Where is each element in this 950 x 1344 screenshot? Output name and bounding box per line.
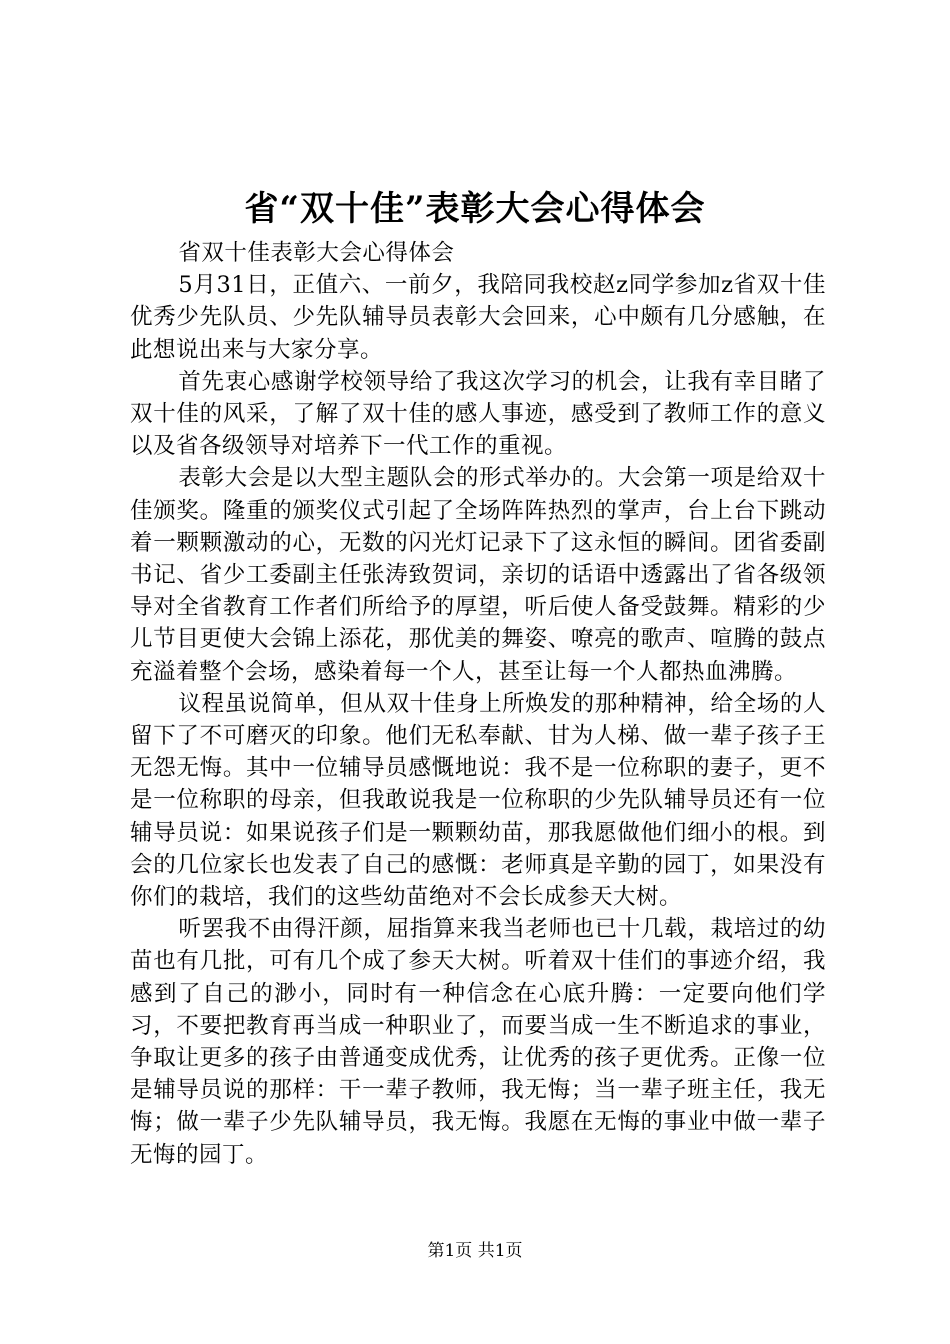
document-title: 省“双十佳”表彰大会心得体会	[244, 189, 706, 229]
page-footer: 第1页 共1页	[427, 1241, 523, 1261]
paragraph: 5月31日，正值六、一前夕，我陪同我校赵z同学参加z省双十佳优秀少先队员、少先队辅导员表彰大会回来，心中颇有几分感触，在此想说出来与大家分享。	[130, 272, 826, 363]
paragraph: 听罢我不由得汗颜，屈指算来我当老师也已十几载，栽培过的幼苗也有几批，可有几个成了参天大树。听着双十佳们的事迹介绍，我感到了自己的渺小，同时有一种信念在心底升腾：一定要向他们学习，不要把教育再当成一种职业了，而要当成一生不断追求的事业，争取让更多的孩子由普通变成优秀，让优秀的孩子更优秀。正像一位是辅导员说的那样：干一辈子教师，我无悔；当一辈子班主任，我无悔；做一辈子少先队辅导员，我无悔。我愿在无悔的事业中做一辈子无悔的园丁。	[130, 916, 826, 1168]
paragraph-subtitle: 省双十佳表彰大会心得体会	[178, 240, 455, 266]
document-body	[130, 237, 826, 1171]
paragraph: 首先衷心感谢学校领导给了我这次学习的机会，让我有幸目睹了双十佳的风采，了解了双十佳的感人事迹，感受到了教师工作的意义以及省各级领导对培养下一代工作的重视。	[130, 368, 826, 460]
paragraph: 表彰大会是以大型主题队会的形式举办的。大会第一项是给双十佳颁奖。隆重的颁奖仪式引起了全场阵阵热烈的掌声，台上台下跳动着一颗颗激动的心，无数的闪光灯记录下了这永恒的瞬间。团省委副书记、省少工委副主任张涛致贺词，亲切的话语中透露出了省各级领导对全省教育工作者们所给予的厚望，听后使人备受鼓舞。精彩的少儿节目更使大会锦上添花，那优美的舞姿、嘹亮的歌声、喧腾的鼓点充溢着整个会场，感染着每一个人，甚至让每一个人都热血沸腾。	[130, 465, 826, 685]
paragraph: 议程虽说简单，但从双十佳身上所焕发的那种精神，给全场的人留下了不可磨灭的印象。他们无私奉献、甘为人梯、做一辈子孩子王无怨无悔。其中一位辅导员感慨地说：我不是一位称职的妻子，更不是一位称职的母亲，但我敢说我是一位称职的少先队辅导员还有一位辅导员说：如果说孩子们是一颗颗幼苗，那我愿做他们细小的根。到会的几位家长也发表了自己的感慨：老师真是辛勤的园丁，如果没有你们的栽培，我们的这些幼苗绝对不会长成参天大树。	[130, 690, 826, 911]
